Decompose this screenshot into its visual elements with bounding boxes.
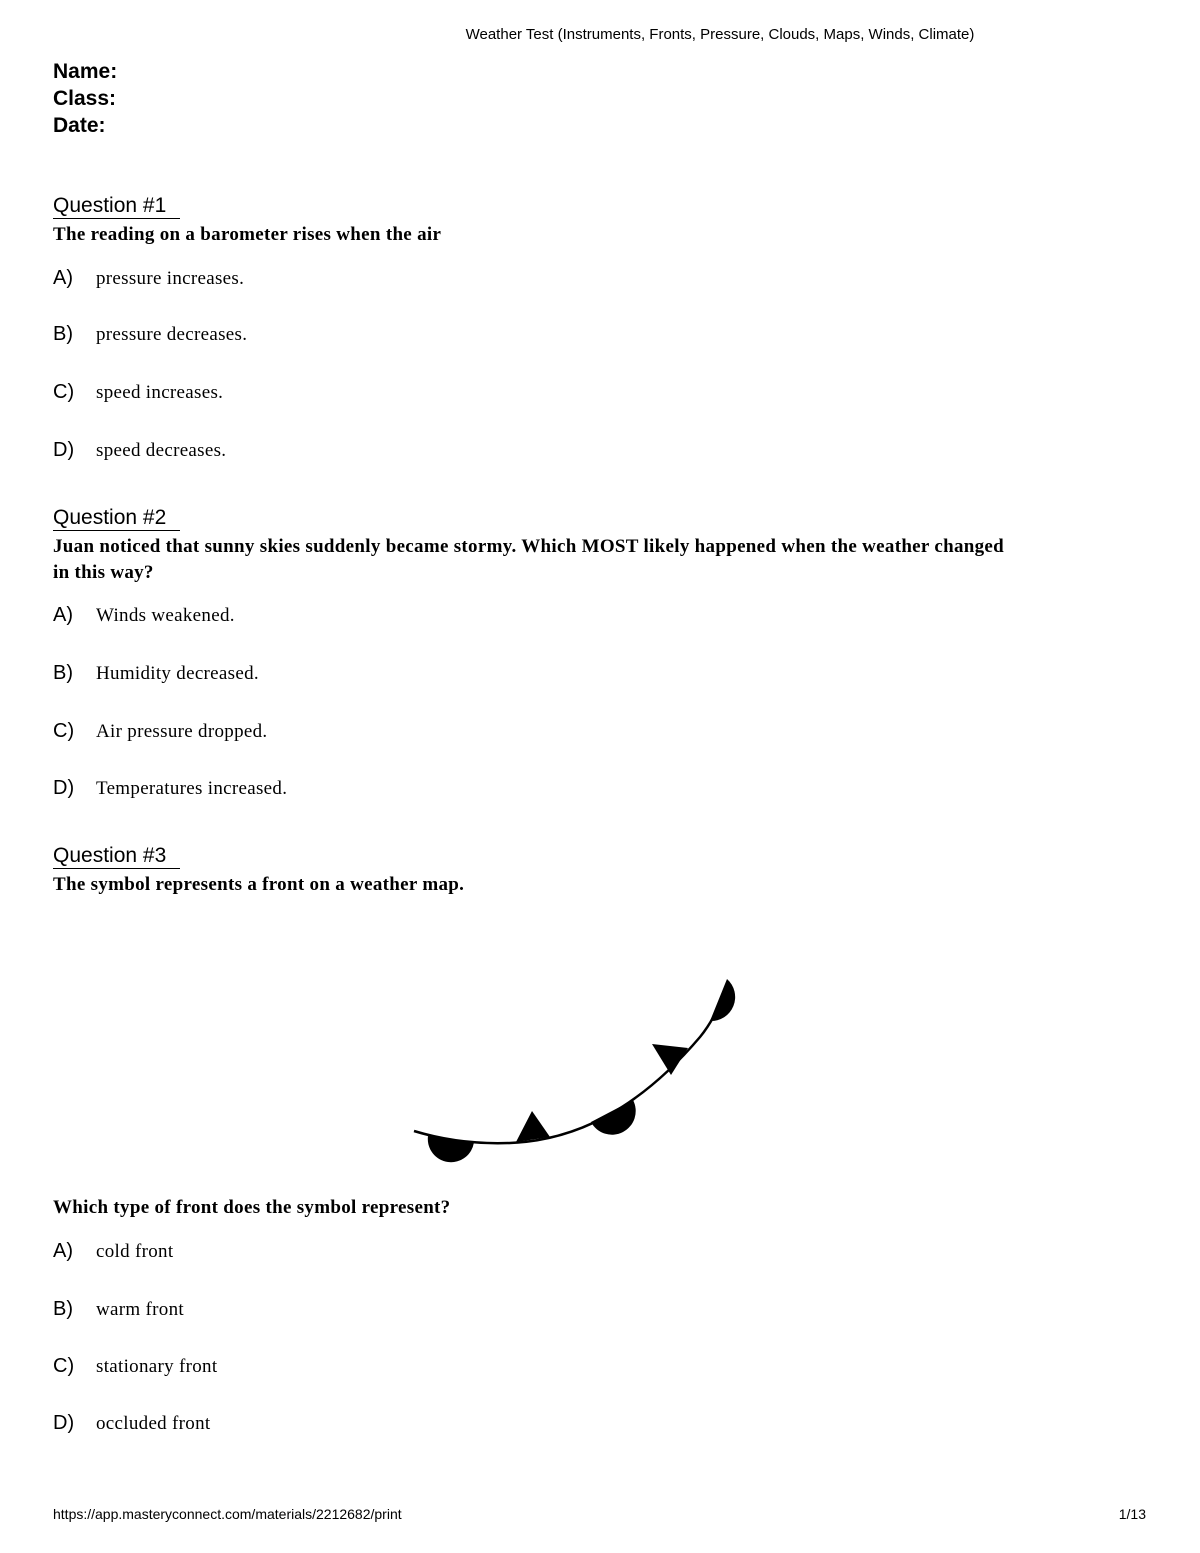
choice-letter: B): [53, 1298, 73, 1320]
question-1-stem: The reading on a barometer rises when the air: [53, 224, 442, 245]
question-3-choice-d[interactable]: [53, 1411, 210, 1436]
footer-page-number: 1/13: [1118, 1506, 1146, 1522]
choice-text: pressure decreases.: [96, 324, 248, 345]
question-2-choice-c[interactable]: [53, 719, 267, 744]
question-3-heading-text: Question #3: [53, 844, 180, 869]
question-2-choice-b[interactable]: [53, 661, 259, 686]
choice-text: cold front: [96, 1241, 174, 1262]
choice-letter: B): [53, 323, 73, 345]
student-info: [53, 58, 117, 139]
choice-letter: C): [53, 720, 75, 742]
footer-url: https://app.masteryconnect.com/materials/2212682/print: [53, 1506, 402, 1522]
question-1-heading: [53, 194, 180, 219]
choice-letter: A): [53, 267, 73, 289]
stationary-front-symbol-icon: [400, 965, 760, 1180]
choice-letter: C): [53, 1355, 75, 1377]
choice-text: warm front: [96, 1299, 184, 1320]
question-2-choice-a[interactable]: [53, 603, 235, 628]
question-3-stem: The symbol represents a front on a weather map.: [53, 874, 465, 895]
question-1-choice-d[interactable]: [53, 438, 226, 463]
choice-text: Air pressure dropped.: [96, 721, 268, 742]
name-label: Name:: [53, 60, 118, 83]
choice-text: pressure increases.: [96, 268, 245, 289]
choice-letter: D): [53, 1412, 75, 1434]
question-3-choice-c[interactable]: [53, 1354, 217, 1379]
question-1-heading-text: Question #1: [53, 194, 180, 219]
question-2-heading: [53, 506, 180, 531]
question-2-heading-text: Question #2: [53, 506, 180, 531]
choice-text: speed decreases.: [96, 440, 227, 461]
question-1-choice-a[interactable]: [53, 266, 244, 291]
date-label: Date:: [53, 114, 106, 137]
choice-letter: C): [53, 381, 75, 403]
choice-text: Humidity decreased.: [96, 663, 259, 684]
question-3-choice-b[interactable]: [53, 1297, 184, 1322]
choice-letter: D): [53, 439, 75, 461]
print-header-title: Weather Test (Instruments, Fronts, Pressure, Clouds, Maps, Winds, Climate): [465, 26, 975, 43]
question-3-prompt: Which type of front does the symbol represent?: [53, 1197, 451, 1218]
question-1-choice-c[interactable]: [53, 380, 223, 405]
choice-letter: D): [53, 777, 75, 799]
question-2-choice-d[interactable]: [53, 776, 287, 801]
question-3-choice-a[interactable]: [53, 1239, 173, 1264]
choice-text: occluded front: [96, 1413, 211, 1434]
choice-text: Winds weakened.: [96, 605, 235, 626]
class-label: Class:: [53, 87, 117, 110]
choice-text: speed increases.: [96, 382, 224, 403]
choice-text: stationary front: [96, 1356, 218, 1377]
choice-letter: A): [53, 604, 73, 626]
choice-text: Temperatures increased.: [96, 778, 288, 799]
question-2-stem: Juan noticed that sunny skies suddenly became stormy. Which MOST likely happened when the weather changed in this way?: [53, 536, 1005, 583]
choice-letter: A): [53, 1240, 73, 1262]
question-1-choice-b[interactable]: [53, 322, 247, 347]
choice-letter: B): [53, 662, 73, 684]
question-3-heading: [53, 844, 180, 869]
